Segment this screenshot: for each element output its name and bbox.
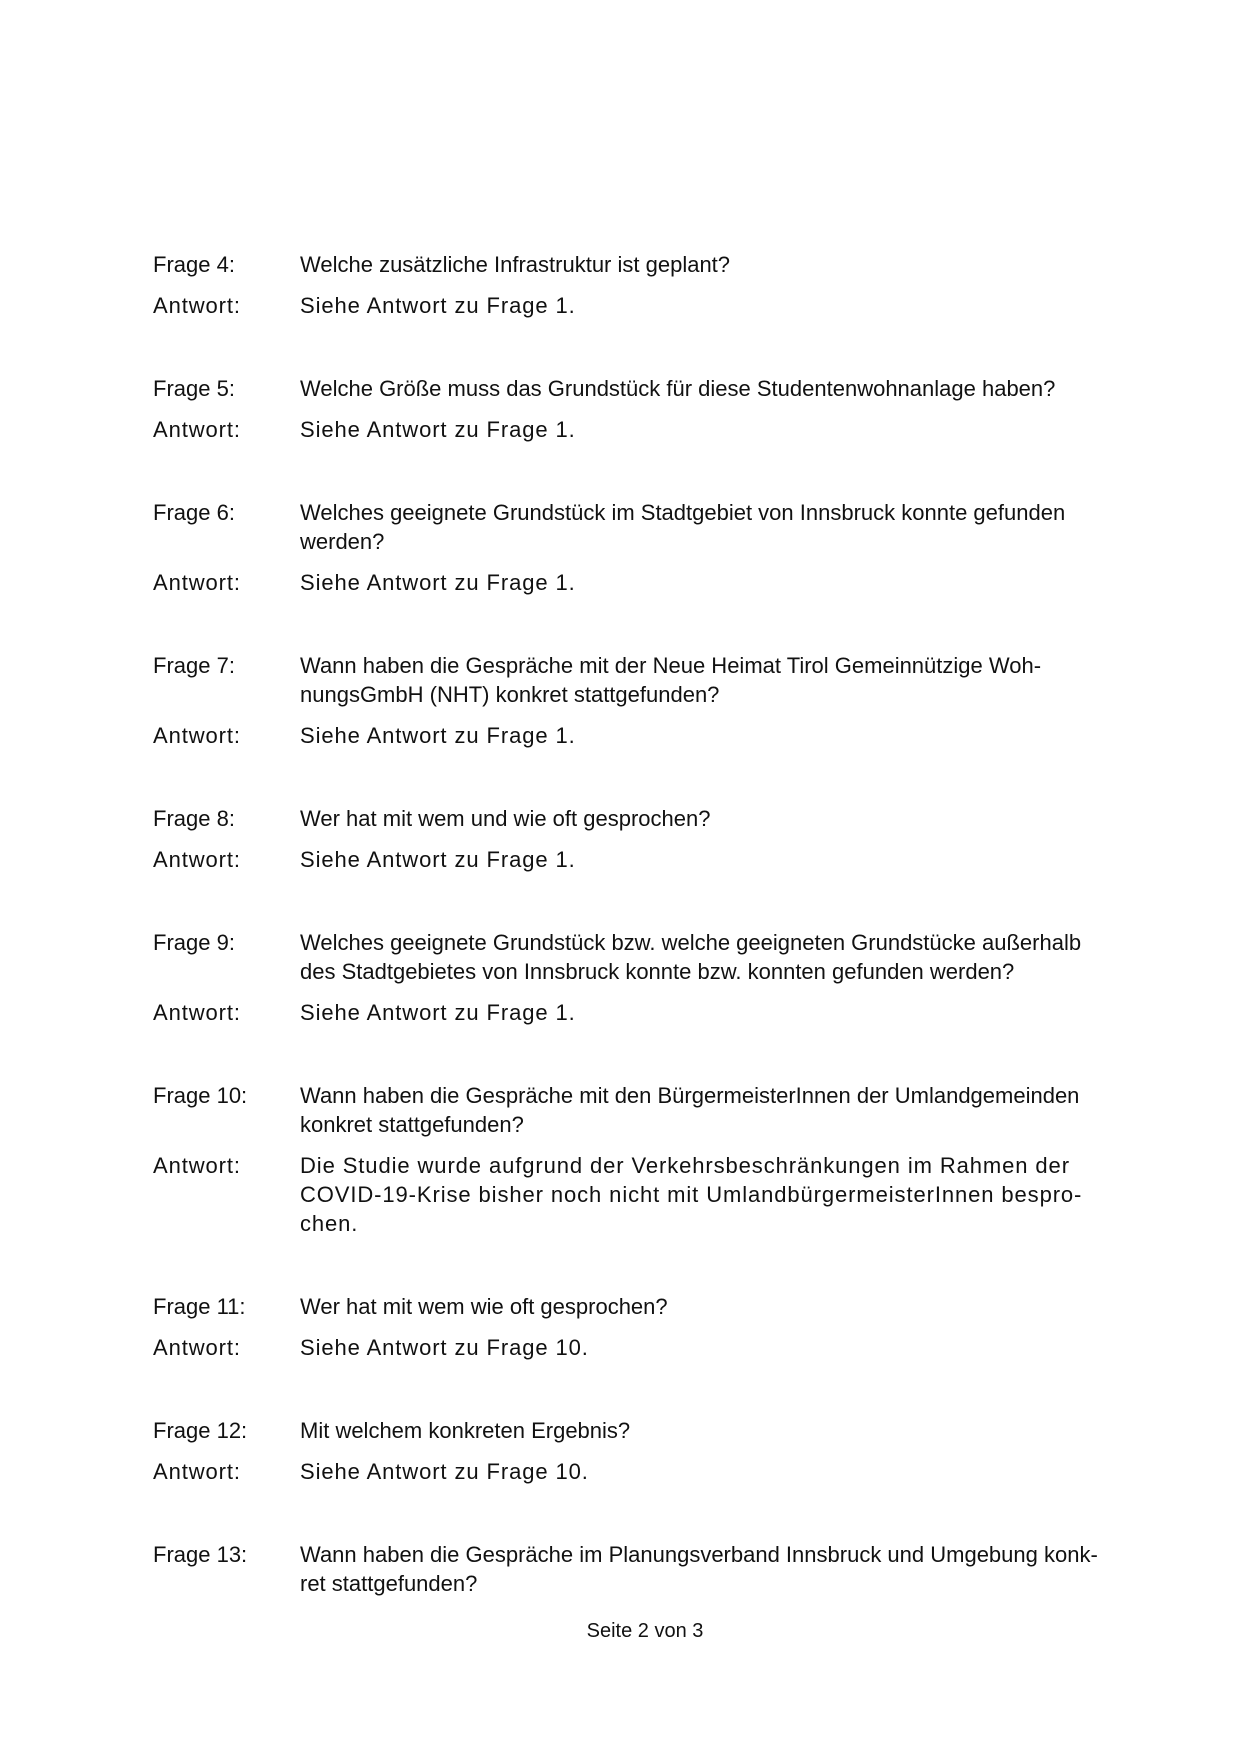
answer-text: chen.: [300, 1211, 359, 1236]
question-label: Frage 11:: [153, 1294, 246, 1319]
question-text: Wer hat mit wem und wie oft gesprochen?: [300, 806, 711, 831]
question-label: Frage 13:: [153, 1542, 248, 1567]
question-text: Welches geeignete Grundstück im Stadtgebiet von Innsbruck konnte gefunden: [300, 500, 1066, 525]
answer-text: Siehe Antwort zu Frage 1.: [300, 723, 576, 748]
answer-text: Die Studie wurde aufgrund der Verkehrsbeschränkungen im Rahmen der: [300, 1153, 1070, 1178]
question-text: Wann haben die Gespräche im Planungsverband Innsbruck und Umgebung konk-: [300, 1542, 1098, 1567]
question-text: werden?: [300, 529, 385, 554]
question-text: Wann haben die Gespräche mit der Neue Heimat Tirol Gemeinnützige Woh-: [300, 653, 1042, 678]
question-text: des Stadtgebietes von Innsbruck konnte bzw. konnten gefunden werden?: [300, 959, 1015, 984]
question-label: Frage 5:: [153, 376, 235, 401]
answer-text: Siehe Antwort zu Frage 10.: [300, 1335, 589, 1360]
answer-label: Antwort:: [153, 847, 241, 872]
answer-label: Antwort:: [153, 293, 241, 318]
answer-text: Siehe Antwort zu Frage 1.: [300, 847, 576, 872]
question-label: Frage 9:: [153, 930, 235, 955]
question-text: Wann haben die Gespräche mit den BürgermeisterInnen der Umlandgemeinden: [300, 1083, 1080, 1108]
answer-label: Antwort:: [153, 1000, 241, 1025]
question-text: Welches geeignete Grundstück bzw. welche geeigneten Grundstücke außerhalb: [300, 930, 1082, 955]
question-label: Frage 10:: [153, 1083, 248, 1108]
answer-text: Siehe Antwort zu Frage 1.: [300, 417, 576, 442]
answer-label: Antwort:: [153, 417, 241, 442]
question-text: ret stattgefunden?: [300, 1571, 478, 1596]
question-label: Frage 8:: [153, 806, 235, 831]
answer-label: Antwort:: [153, 570, 241, 595]
question-text: Welche zusätzliche Infrastruktur ist geplant?: [300, 252, 731, 277]
question-text: nungsGmbH (NHT) konkret stattgefunden?: [300, 682, 720, 707]
answer-label: Antwort:: [153, 1459, 241, 1484]
question-text: Wer hat mit wem wie oft gesprochen?: [300, 1294, 668, 1319]
question-text: Welche Größe muss das Grundstück für diese Studentenwohnanlage haben?: [300, 376, 1056, 401]
page-number: Seite 2 von 3: [586, 1620, 704, 1642]
answer-text: COVID-19-Krise bisher noch nicht mit UmlandbürgermeisterInnen bespro-: [300, 1182, 1083, 1207]
question-text: Mit welchem konkreten Ergebnis?: [300, 1418, 631, 1443]
question-text: konkret stattgefunden?: [300, 1112, 524, 1137]
question-label: Frage 12:: [153, 1418, 248, 1443]
answer-text: Siehe Antwort zu Frage 1.: [300, 1000, 576, 1025]
question-label: Frage 6:: [153, 500, 235, 525]
question-label: Frage 7:: [153, 653, 235, 678]
answer-label: Antwort:: [153, 1153, 241, 1178]
answer-label: Antwort:: [153, 1335, 241, 1360]
answer-text: Siehe Antwort zu Frage 1.: [300, 293, 576, 318]
answer-label: Antwort:: [153, 723, 241, 748]
question-label: Frage 4:: [153, 252, 235, 277]
answer-text: Siehe Antwort zu Frage 10.: [300, 1459, 589, 1484]
answer-text: Siehe Antwort zu Frage 1.: [300, 570, 576, 595]
